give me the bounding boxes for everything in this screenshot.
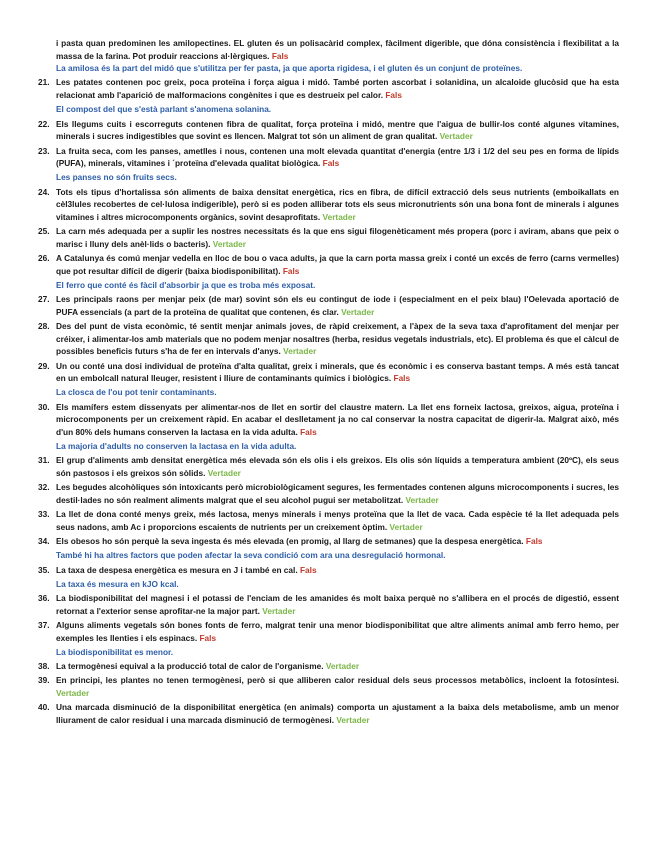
list-item: [38, 481, 619, 506]
item-number: 35.: [38, 564, 50, 575]
item-number: 34.: [38, 536, 50, 547]
item-number: 29.: [38, 360, 50, 371]
verdict-false: Fals: [322, 158, 340, 169]
verdict-false: Fals: [282, 265, 300, 276]
item-number: 23.: [38, 145, 50, 156]
verdict-false: Fals: [299, 564, 317, 575]
correction-text: La taxa és mesura en kJO kcal.: [56, 578, 179, 589]
correction-text: El ferro que conté és fàcil d'absorbir ja que es troba més exposat.: [56, 279, 316, 290]
item-text: La fruita seca, com les panses, ametlles i nous, contenen una molt elevada quantitat d'energia (entre 1/3 i 1/2 del seu pes en forma de lípids (PUFA), minerals, vitamines i ´proteïna d'elevada qualitat biològica.: [56, 145, 619, 169]
item-text: Les patates contenen poc greix, poca proteïna i força aigua i midó. També porten ascorbat i solanidina, un alcaloide glucòsid que ha esta relacionat amb l'aparició de malformacions congènites i que es destrueix pel calor.: [56, 77, 619, 101]
item-number: 37.: [38, 620, 50, 631]
item-number: 40.: [38, 702, 50, 713]
list-item: [38, 118, 619, 143]
item-text: Des del punt de vista econòmic, té sentit menjar animals joves, de ràpid creixement, a l'àpex de la seva taxa d'aprofitament del menjar per créixer, i alimentar-los amb materials que no podem menjar nosaltres (herba, residus vegetals industrials, etc). El problema és que el càlcul de possibles beneficis futurs s'ha de fer en intervals d'anys.: [56, 321, 619, 357]
list-item: [38, 660, 619, 673]
verdict-true: Vertader: [341, 306, 375, 317]
list-item: [38, 564, 619, 577]
verdict-true: Vertader: [336, 714, 370, 725]
item-number: 21.: [38, 77, 50, 88]
item-text: A Catalunya és comú menjar vedella en lloc de bou o vaca adults, ja que la carn porta massa greix i conté un excés de ferro (carns vermelles) que pot resultar difícil de digerir (baixa biodisponibilitat).: [56, 253, 619, 276]
list-item: [38, 293, 619, 318]
verdict-true: Vertader: [439, 131, 473, 142]
verdict-false: Fals: [385, 90, 402, 101]
verdict-true: Vertader: [389, 521, 423, 532]
item-text: La biodisponibilitat del magnesi i el potassi de l'enciam de les amanides és molt baixa perquè no s'allibera en el procés de digestió, essent retornat a l'exterior sense aprofitar-ne la major part.: [56, 593, 619, 616]
item-text: Un ou conté una dosi individual de proteïna d'alta qualitat, greix i minerals, que és econòmic i es conserva bastant temps. A més està tancat en un embolcall natural lleuger, resistent i lliure de contaminants químics i biològics.: [56, 360, 619, 384]
list-item: [38, 252, 619, 277]
item-text: Tots els tipus d'hortalissa són aliments de baixa densitat energètica, rics en fibra, de difícil extracció dels seus nutrients (emboikallats en cèl3lules recobertes de cel·lulosa indigerible), però si es poden alliberar tots els seus micronutrients són una bona font de minerals i algunes vitamines i altres microcomponents orgànics, sovint desaprofitats.: [56, 186, 619, 222]
question-list: [38, 76, 619, 726]
item-text: La carn més adequada per a suplir les nostres necessitats és la que ens sigui filogenèticament més propera (porc i aviram, abans que peix o marisc i lluny dels anèl·lids o bacteris).: [56, 226, 619, 249]
correction-text: Les panses no són fruits secs.: [56, 172, 177, 183]
list-item: [38, 592, 619, 617]
list-item: [38, 320, 619, 358]
item-number: 39.: [38, 675, 50, 686]
item-text: Els llegums cuits i escorreguts contenen fibra de qualitat, força proteïna i midó, mentre que l'aigua de bullir-los conté algunes vitamines, minerals i sucres indigestibles que sovint es llencen. Malgrat tot són un aliment de gran qualitat.: [56, 118, 619, 142]
correction-text: El compost del que s'està parlant s'anomena solanina.: [56, 104, 272, 115]
item-text: Alguns aliments vegetals són bones fonts de ferro, malgrat tenir una menor biodisponibilitat que altre aliments animal amb ferro hemo, per exemples les llenties i els espinacs.: [56, 620, 619, 643]
verdict-true: Vertader: [283, 346, 317, 357]
list-item: [38, 360, 619, 385]
list-item: [38, 535, 619, 548]
correction-text: La amilosa és la part del midó que s'utilitza per fer pasta, ja que aporta rigidesa, i el gluten és un conjunt de proteïnes.: [56, 63, 523, 74]
intro-paragraph: [56, 37, 619, 62]
verdict-false: Fals: [393, 373, 411, 384]
item-number: 32.: [38, 482, 50, 493]
verdict-true: Vertader: [212, 238, 247, 249]
item-number: 33.: [38, 509, 50, 520]
item-number: 28.: [38, 321, 50, 332]
verdict-true: Vertader: [56, 688, 90, 699]
item-number: 38.: [38, 661, 50, 672]
verdict-false: Fals: [271, 50, 289, 61]
list-item: [38, 76, 619, 101]
item-text: Els mamífers estem dissenyats per alimentar-nos de llet en sortir del claustre matern. La llet ens forneix lactosa, greixos, aigua, proteïna i microcomponents per un creixement ràpid. En acabar el deslletament ja no cal conservar la nostra capacitat de digerir-la. Malgrat això, més d'un 80% dels humans conserven la lactasa en la vida adulta.: [56, 401, 619, 437]
item-text: La taxa de despesa energètica es mesura en J i també en cal.: [56, 564, 298, 575]
verdict-true: Vertader: [262, 605, 296, 616]
item-text: Els obesos ho són perquè la seva ingesta és més elevada (en promig, al llarg de setmanes) que la despesa energètica.: [56, 536, 524, 547]
item-number: 31.: [38, 455, 50, 466]
verdict-true: Vertader: [325, 661, 360, 672]
verdict-false: Fals: [199, 632, 217, 643]
item-text: Una marcada disminució de la disponibilitat energètica (en animals) comporta un ajustament a la baixa dels metabolisme, amb un menor lliurament de calor residual i una marcada disminució de termogènesi.: [56, 702, 619, 725]
list-item: [38, 186, 619, 224]
item-text: El grup d'aliments amb densitat energètica més elevada són els olis i els greixos. Els olis són líquids a temperatura ambient (20ºC), els seus són pastosos i els greixos són sòlids.: [56, 455, 619, 478]
correction-text: La closca de l'ou pot tenir contaminants.: [56, 387, 217, 398]
list-item: [38, 454, 619, 479]
item-text: Les begudes alcohòliques són intoxicants però microbiològicament segures, les fermentades contenen alguns microcomponents i sucres, les destil·lades no són realment aliments malgrat que el seu alcohol pugui ser metabolitzat.: [56, 482, 619, 505]
verdict-false: Fals: [525, 536, 543, 547]
item-number: 25.: [38, 226, 50, 237]
list-item: [38, 401, 619, 439]
list-item: [38, 508, 619, 533]
item-text: En principi, les plantes no tenen termogènesi, però si que alliberen calor residual dels seus processos metabòlics, incloent la fotosíntesi.: [56, 675, 619, 686]
intro-text: i pasta quan predominen les amilopectines. EL gluten és un polisacàrid complex, fàcilment digerible, que dóna consistència i flexibilitat a la massa de la farina. Pot produir reaccions al·lèrgiques.: [56, 38, 619, 61]
item-number: 30.: [38, 401, 50, 412]
item-number: 22.: [38, 118, 50, 129]
item-number: 36.: [38, 593, 50, 604]
item-number: 24.: [38, 186, 50, 197]
item-text: La termogènesi equival a la producció total de calor de l'organisme.: [56, 661, 324, 672]
list-item: [38, 225, 619, 250]
verdict-true: Vertader: [405, 494, 439, 505]
correction-text: També hi ha altres factors que poden afectar la seva condició com ara una desregulació hormonal.: [56, 550, 446, 561]
list-item: [38, 701, 619, 726]
verdict-true: Vertader: [322, 211, 356, 222]
item-text: La llet de dona conté menys greix, més lactosa, menys minerals i menys proteïna que la llet de vaca. Cada espècie té la llet adequada pels seus nadons, amb Ac i proporcions escaients de nutrients per un creixement òptim.: [56, 509, 619, 532]
list-item: [38, 674, 619, 699]
correction-text: La majoria d'adults no conserven la lactasa en la vida adulta.: [56, 441, 297, 452]
list-item: [38, 145, 619, 170]
correction-text: La biodisponibilitat es menor.: [56, 646, 174, 657]
item-text: Les principals raons per menjar peix (de mar) sovint són els eu contingut de iode i (especialment en el peix blau) l'Oelevada aportació de PUFA essencials (a part de la proteïna de qualitat que contenen, és clar.: [56, 294, 619, 317]
verdict-true: Vertader: [207, 468, 241, 478]
list-item: [38, 619, 619, 644]
item-number: 26.: [38, 253, 50, 263]
verdict-false: Fals: [300, 426, 317, 437]
item-number: 27.: [38, 294, 50, 305]
